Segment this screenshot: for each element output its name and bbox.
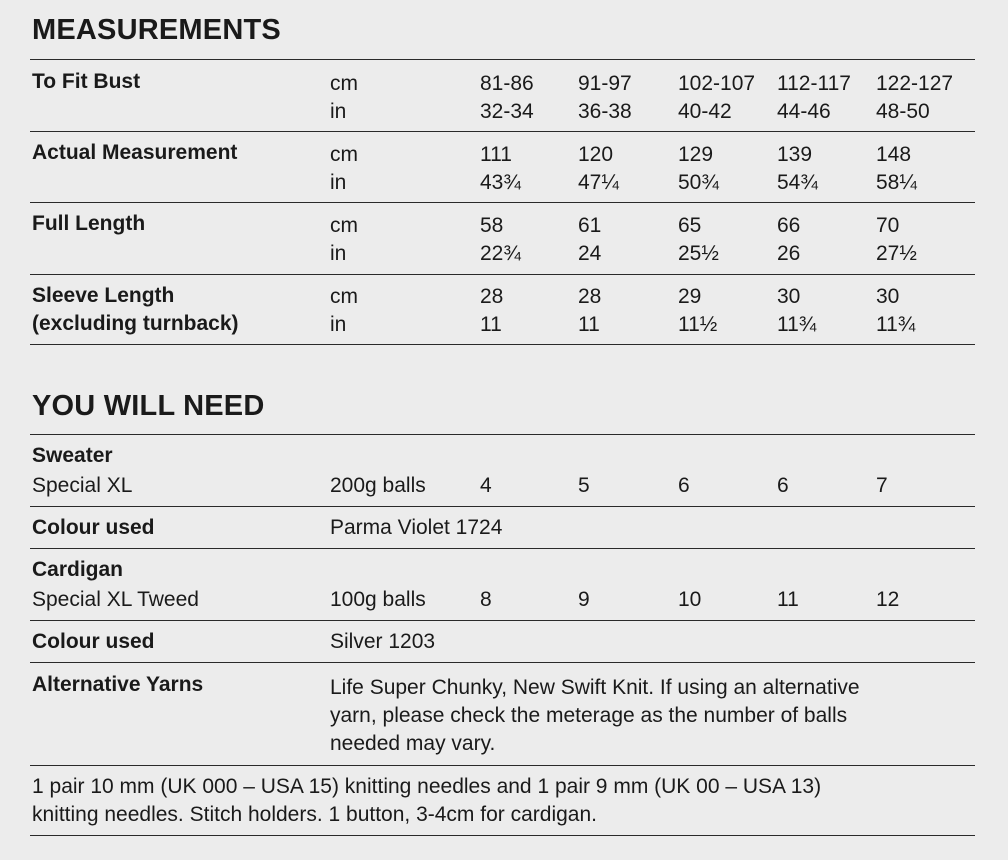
you-will-need-heading: YOU WILL NEED — [32, 390, 265, 422]
value-cell: 120 — [578, 143, 614, 166]
value-cell: 8 — [480, 588, 492, 611]
divider — [30, 202, 975, 203]
cardigan-colour-value: Silver 1203 — [330, 630, 436, 653]
value-cell: 30 — [777, 285, 801, 308]
value-cell: 47¼ — [578, 171, 619, 194]
value-cell: 122-127 — [876, 72, 954, 95]
divider — [30, 765, 975, 766]
sweater-colour-value: Parma Violet 1724 — [330, 516, 503, 539]
value-cell: 50¾ — [678, 171, 719, 194]
divider — [30, 59, 975, 60]
value-cell: 139 — [777, 143, 813, 166]
divider — [30, 506, 975, 507]
divider — [30, 274, 975, 275]
alternative-yarns-text: Life Super Chunky, New Swift Knit. If using an alternative — [330, 676, 860, 699]
row-label: Actual Measurement — [32, 141, 238, 164]
unit-in: in — [330, 313, 347, 336]
value-cell: 36-38 — [578, 100, 632, 123]
unit-in: in — [330, 100, 347, 123]
divider — [30, 835, 975, 836]
sweater-yarn: Special XL — [32, 474, 133, 497]
value-cell: 26 — [777, 242, 801, 265]
value-cell: 40-42 — [678, 100, 732, 123]
value-cell: 58¼ — [876, 171, 917, 194]
value-cell: 11 — [578, 313, 600, 336]
value-cell: 28 — [480, 285, 504, 308]
value-cell: 25½ — [678, 242, 719, 265]
value-cell: 44-46 — [777, 100, 831, 123]
value-cell: 30 — [876, 285, 900, 308]
value-cell: 6 — [777, 474, 789, 497]
unit-cm: cm — [330, 285, 358, 308]
value-cell: 11¾ — [876, 313, 916, 336]
value-cell: 102-107 — [678, 72, 756, 95]
unit-cm: cm — [330, 143, 358, 166]
value-cell: 11¾ — [777, 313, 817, 336]
alternative-yarns-text: needed may vary. — [330, 732, 496, 755]
cardigan-title: Cardigan — [32, 558, 124, 581]
unit-in: in — [330, 171, 347, 194]
cardigan-colour-label: Colour used — [32, 630, 155, 653]
value-cell: 43¾ — [480, 171, 521, 194]
row-label: Sleeve Length — [32, 284, 175, 307]
value-cell: 91-97 — [578, 72, 632, 95]
unit-cm: cm — [330, 214, 358, 237]
sweater-unit: 200g balls — [330, 474, 426, 497]
value-cell: 24 — [578, 242, 602, 265]
value-cell: 11½ — [678, 313, 718, 336]
needles-note: knitting needles. Stitch holders. 1 button, 3-4cm for cardigan. — [32, 803, 597, 826]
cardigan-unit: 100g balls — [330, 588, 426, 611]
unit-in: in — [330, 242, 347, 265]
divider — [30, 548, 975, 549]
value-cell: 28 — [578, 285, 602, 308]
value-cell: 27½ — [876, 242, 917, 265]
divider — [30, 434, 975, 435]
value-cell: 148 — [876, 143, 912, 166]
divider — [30, 131, 975, 132]
value-cell: 61 — [578, 214, 602, 237]
sweater-title: Sweater — [32, 444, 113, 467]
alternative-yarns-label: Alternative Yarns — [32, 673, 204, 696]
value-cell: 54¾ — [777, 171, 818, 194]
value-cell: 29 — [678, 285, 702, 308]
divider — [30, 620, 975, 621]
value-cell: 66 — [777, 214, 801, 237]
value-cell: 65 — [678, 214, 702, 237]
row-label: To Fit Bust — [32, 70, 141, 93]
value-cell: 7 — [876, 474, 888, 497]
value-cell: 22¾ — [480, 242, 521, 265]
value-cell: 111 — [480, 143, 512, 166]
needles-note: 1 pair 10 mm (UK 000 – USA 15) knitting needles and 1 pair 9 mm (UK 00 – USA 13) — [32, 775, 822, 798]
value-cell: 10 — [678, 588, 702, 611]
divider — [30, 662, 975, 663]
value-cell: 6 — [678, 474, 690, 497]
value-cell: 9 — [578, 588, 590, 611]
value-cell: 11 — [480, 313, 502, 336]
row-label: Full Length — [32, 212, 146, 235]
value-cell: 32-34 — [480, 100, 534, 123]
row-label-note: (excluding turnback) — [32, 312, 239, 335]
value-cell: 11 — [777, 588, 799, 611]
unit-cm: cm — [330, 72, 358, 95]
measurements-heading: MEASUREMENTS — [32, 14, 281, 46]
value-cell: 4 — [480, 474, 492, 497]
cardigan-yarn: Special XL Tweed — [32, 588, 199, 611]
value-cell: 70 — [876, 214, 900, 237]
value-cell: 129 — [678, 143, 714, 166]
value-cell: 81-86 — [480, 72, 534, 95]
divider — [30, 344, 975, 345]
value-cell: 112-117 — [777, 72, 851, 95]
sweater-colour-label: Colour used — [32, 516, 155, 539]
value-cell: 58 — [480, 214, 504, 237]
value-cell: 5 — [578, 474, 590, 497]
alternative-yarns-text: yarn, please check the meterage as the number of balls — [330, 704, 848, 727]
value-cell: 48-50 — [876, 100, 930, 123]
value-cell: 12 — [876, 588, 900, 611]
